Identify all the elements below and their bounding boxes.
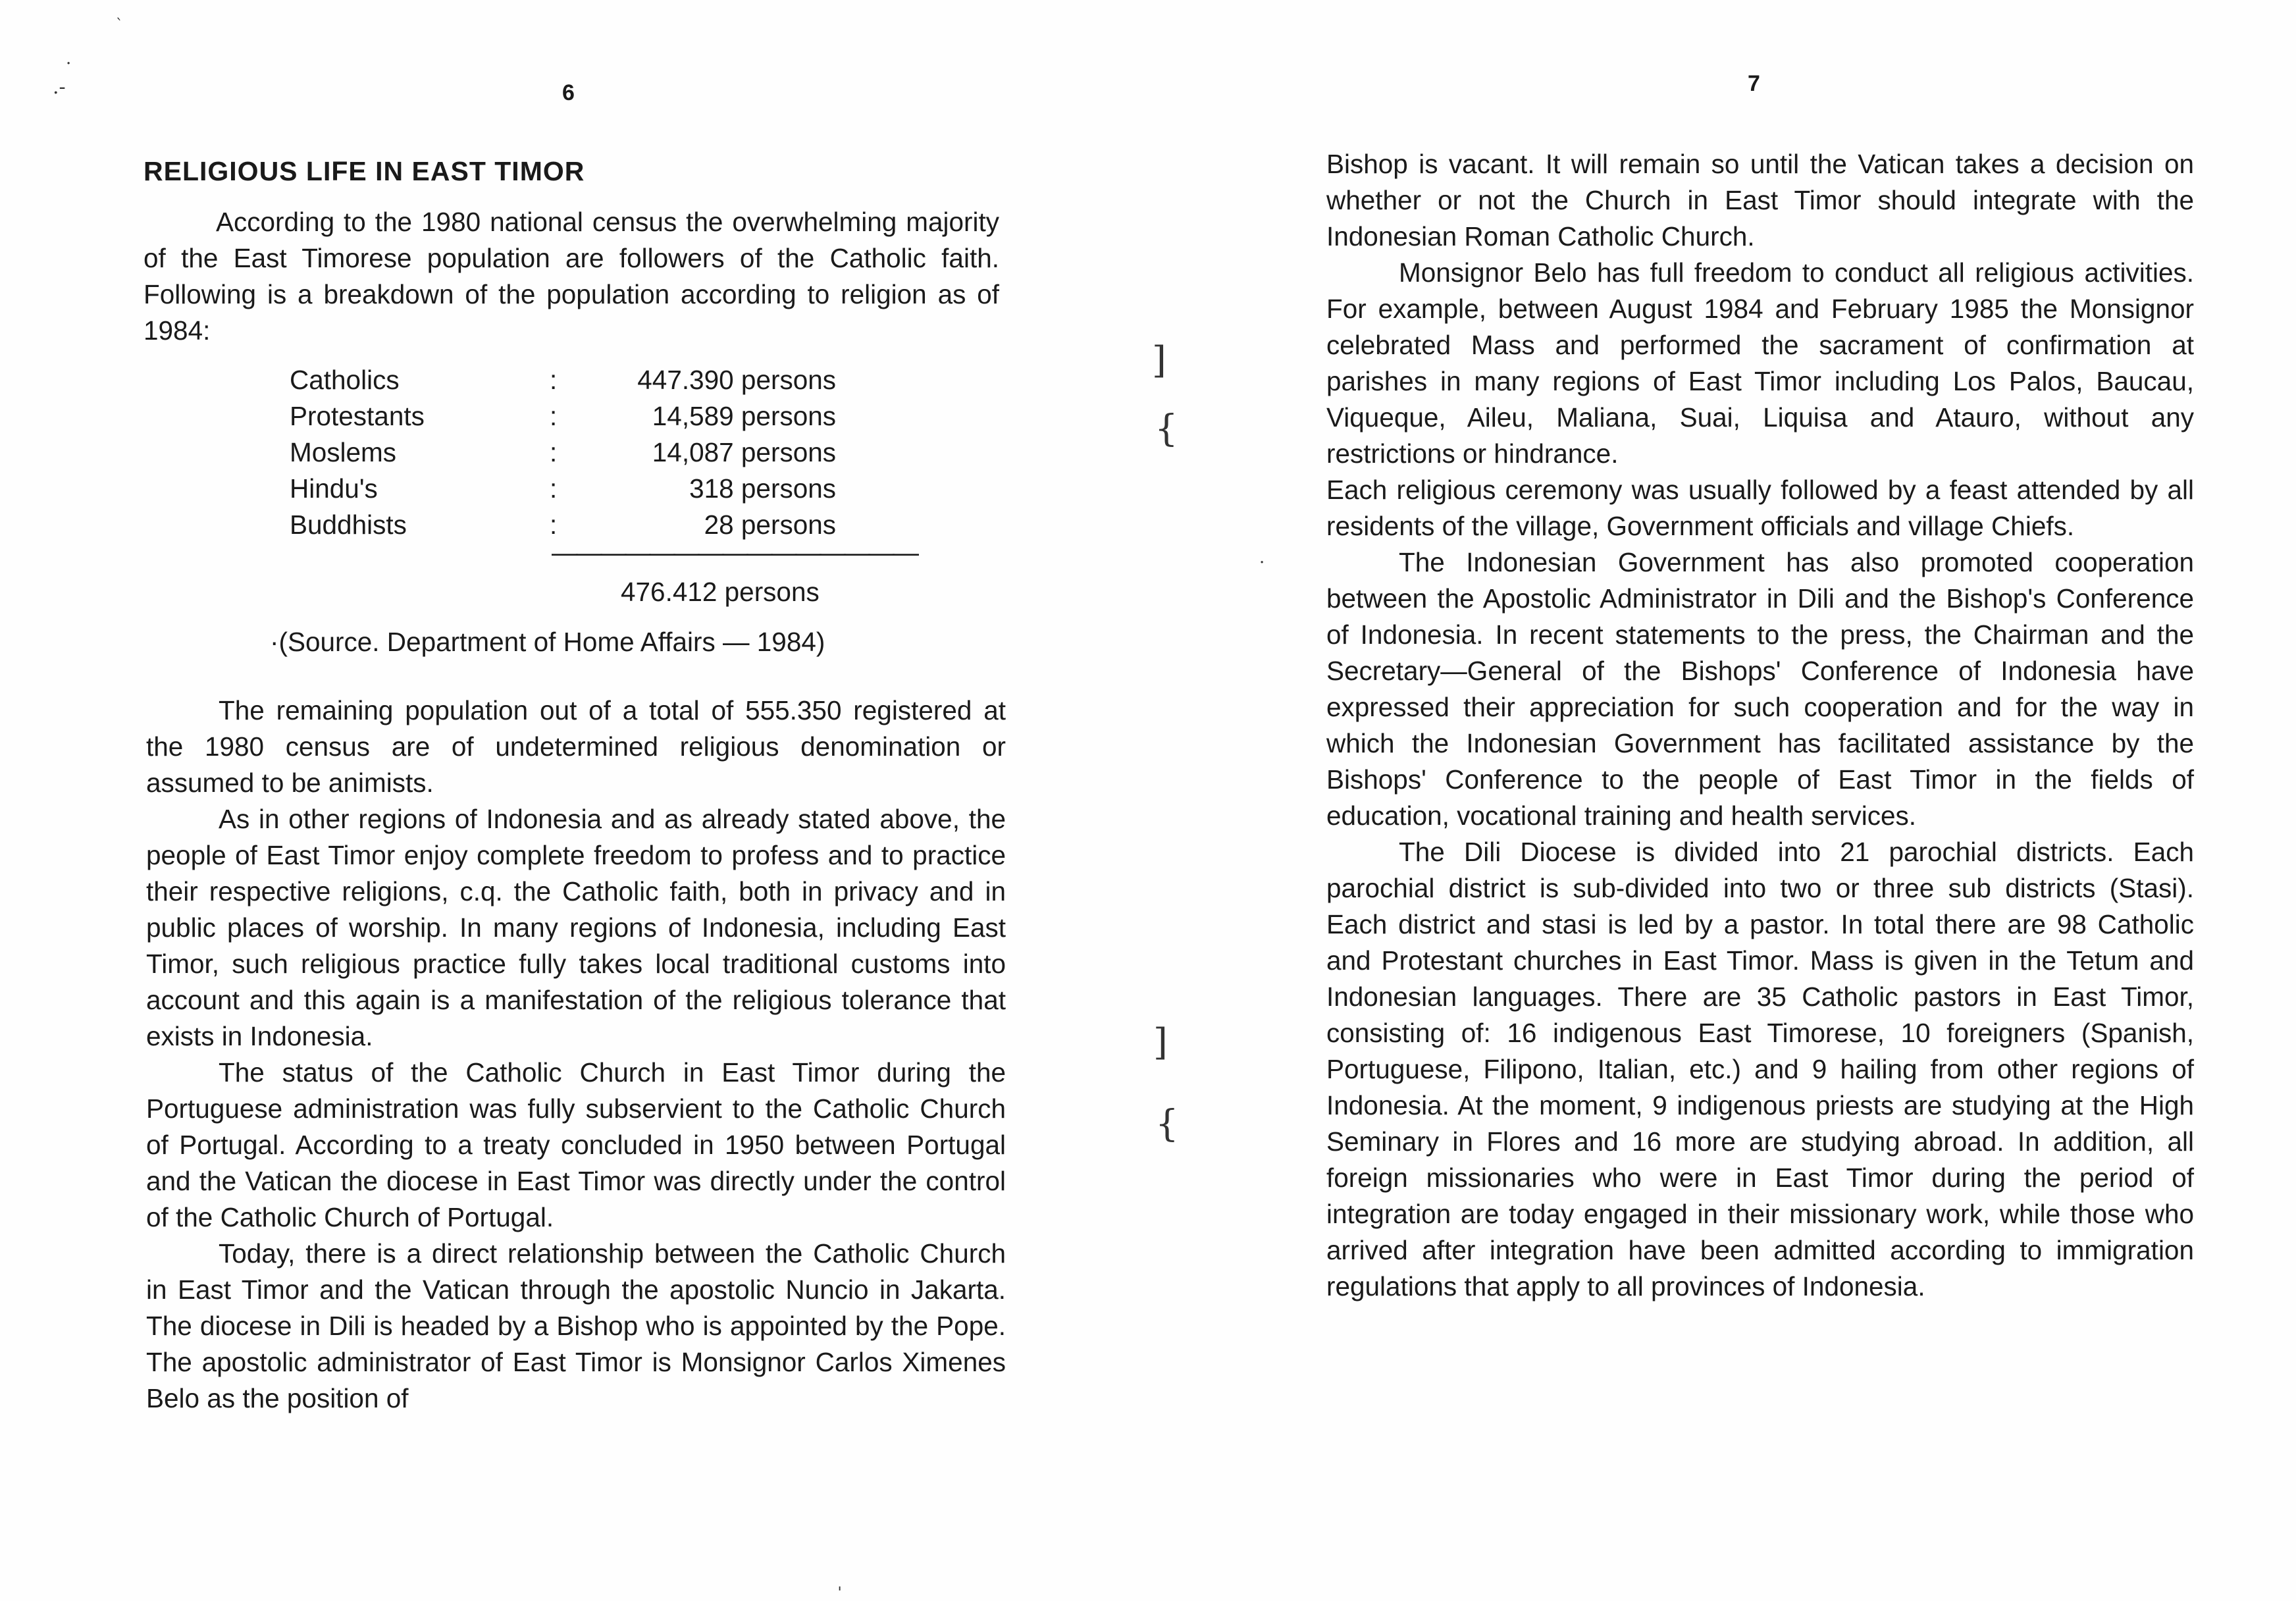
intro-paragraph: According to the 1980 national census the overwhelming majority of the East Timorese population are followers of the Catholic faith. Following is a breakdown of the population according to religion as of 1984: (144, 207, 999, 346)
table-row (290, 434, 836, 471)
source-note: ·(Source. Department of Home Affairs — 1984) (270, 627, 825, 657)
separator: : (550, 473, 558, 504)
table-row (290, 362, 836, 398)
separator: : (550, 401, 558, 431)
religion-label: Hindu's (290, 473, 378, 504)
religion-label: Protestants (290, 401, 425, 431)
paragraph: The Dili Diocese is divided into 21 parochial districts. Each parochial district is sub-divided into two or three sub districts (Stasi). Each district and stasi is led by a pastor. In total there are 98 Catholic and Protestant churches in East Timor. Mass is given in the Tetum and Indonesian languages. There are 35 Catholic pastors in East Timor, consisting of: 16 indigenous East Timorese, 10 foreigners (Spanish, Portuguese, Filipono, Italian, etc.) and 9 hailing from other regions of Indonesia. At the moment, 9 indigenous priests are studying at the High Seminary in Flores and 16 more are studying abroad. In addition, all foreign missionaries who were in East Timor during the period of integration are today engaged in their missionary work, while those who arrived after integration have been admitted according to immigration regulations that apply to all provinces of Indonesia. (1326, 837, 2194, 1301)
separator: : (550, 510, 558, 540)
separator: : (550, 365, 558, 395)
paragraph: As in other regions of Indonesia and as already stated above, the people of East Timor enjoy complete freedom to profess and to practice their respective religions, c.q. the Catholic faith, both in privacy and in public places of worship. In many regions of Indonesia, including East Timor, such religious practice fully takes local traditional customs into account and this again is a manifestation of the religious tolerance that exists in Indonesia. (146, 804, 1006, 1051)
page-number-right: 7 (1748, 71, 1761, 96)
religion-census-table (290, 362, 836, 543)
scan-speck: · (1259, 553, 1265, 573)
religion-label: Catholics (290, 365, 400, 395)
religion-count: 14,589 persons (652, 401, 836, 431)
religion-count: 447.390 persons (637, 365, 836, 395)
scan-speck: ˋ (116, 17, 123, 34)
page-number-left: 6 (562, 80, 575, 105)
right-body-text (1326, 146, 2194, 1305)
religion-count: 14,087 persons (652, 437, 836, 467)
religion-count: 318 persons (689, 473, 836, 504)
scan-speck: ˌ (837, 1573, 843, 1593)
scan-speck: · (66, 54, 72, 74)
binding-mark: ] (1153, 1021, 1168, 1064)
paragraph: Monsignor Belo has full freedom to conduct all religious activities. For example, between August 1984 and February 1985 the Monsignor celebrated Mass and performed the sacrament of confirmation at parishes in many regions of East Timor including Los Palos, Baucau, Viqueque, Aileu, Maliana, Suai, Liquisa and Atauro, without any restrictions or hindrance. (1326, 257, 2194, 469)
left-body-text (146, 693, 1006, 1417)
separator: : (550, 437, 558, 467)
religion-label: Buddhists (290, 510, 407, 540)
binding-mark: ] (1152, 339, 1166, 382)
religion-label: Moslems (290, 437, 397, 467)
scan-speck: .- (53, 76, 66, 99)
table-row (290, 398, 836, 434)
table-row (290, 471, 836, 507)
paragraph: The remaining population out of a total of 555.350 registered at the 1980 census are of undetermined religious denomination or assumed to be animists. (146, 695, 1006, 798)
paragraph-flush: Each religious ceremony was usually followed by a feast attended by all residents of the village, Government officials and village Chiefs. (1326, 475, 2194, 541)
binding-mark: { (1155, 1103, 1179, 1145)
sum-rule: ——————————————— (552, 538, 917, 567)
paragraph: The status of the Catholic Church in East Timor during the Portuguese administration was fully subservient to the Catholic Church of Portugal. According to a treaty concluded in 1950 between Portugal and the Vatican the diocese in East Timor was directly under the control of the Catholic Church of Portugal. (146, 1057, 1006, 1232)
section-heading: RELIGIOUS LIFE IN EAST TIMOR (144, 156, 585, 186)
total-count: 476.412 persons (621, 577, 820, 607)
intro-paragraph-block (144, 204, 999, 349)
continuation-paragraph: Bishop is vacant. It will remain so until the Vatican takes a decision on whether or not the Church in East Timor should integrate with the Indonesian Roman Catholic Church. (1326, 149, 2194, 251)
binding-mark: { (1155, 407, 1178, 450)
paragraph: The Indonesian Government has also promoted cooperation between the Apostolic Administrator in Dili and the Bishop's Conference of Indonesia. In recent statements to the press, the Chairman and the Secretary—General of the Bishops' Conference of Indonesia have expressed their appreciation for such cooperation and for the way in which the Indonesian Government has facilitated assistance by the Bishops' Conference to the people of East Timor in the fields of education, vocational training and health services. (1326, 547, 2194, 831)
paragraph: Today, there is a direct relationship between the Catholic Church in East Timor and the Vatican through the apostolic Nuncio in Jakarta. The diocese in Dili is headed by a Bishop who is appointed by the Pope. The apostolic administrator of East Timor is Monsignor Carlos Ximenes Belo as the position of (146, 1238, 1006, 1413)
religion-count: 28 persons (704, 510, 836, 540)
table-row (290, 507, 836, 543)
